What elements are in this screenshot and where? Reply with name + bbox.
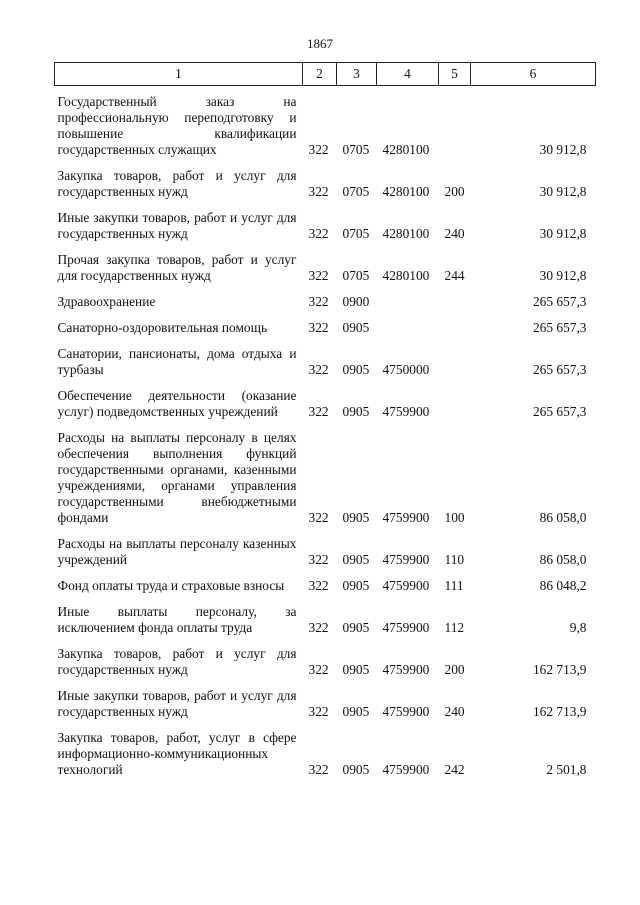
- row-amount-cell: 86 058,0: [539, 552, 587, 567]
- row-name-cell: Закупка товаров, работ и услуг для государственных нужд: [57, 646, 297, 677]
- row-admin-code-cell: 322: [308, 320, 329, 335]
- row-amount-cell: 86 058,0: [539, 510, 587, 525]
- table-row: [55, 420, 596, 526]
- row-admin-code-cell: 322: [308, 762, 329, 777]
- row-admin-code-cell: 322: [308, 662, 329, 677]
- row-name-cell: Санатории, пансионаты, дома отдыха и турбазы: [57, 346, 297, 377]
- page-number: 1867: [307, 36, 333, 51]
- table-row: [55, 720, 596, 778]
- row-name-cell: Иные закупки товаров, работ и услуг для государственных нужд: [57, 210, 297, 241]
- row-name-cell: Иные выплаты персоналу, за исключением фонда оплаты труда: [57, 604, 297, 635]
- row-target-code-cell: 4280100: [382, 226, 430, 241]
- row-name-cell: Закупка товаров, работ, услуг в сфере информационно-коммуникационных технологий: [57, 730, 297, 777]
- header-cell: 1: [55, 63, 303, 86]
- row-amount-cell: 30 912,8: [539, 142, 587, 157]
- row-section-code-cell: 0905: [342, 578, 370, 593]
- budget-table: [54, 62, 596, 778]
- row-admin-code-cell: 322: [308, 510, 329, 525]
- row-section-code-cell: 0905: [342, 320, 370, 335]
- row-section-code-cell: 0905: [342, 662, 370, 677]
- row-target-code-cell: 4759900: [382, 510, 430, 525]
- table-row: [55, 526, 596, 568]
- row-name-cell: Закупка товаров, работ и услуг для государственных нужд: [57, 168, 297, 199]
- row-target-code-cell: 4280100: [382, 184, 430, 199]
- row-admin-code-cell: 322: [308, 620, 329, 635]
- row-target-code-cell: 4759900: [382, 662, 430, 677]
- row-name-cell: Прочая закупка товаров, работ и услуг для государственных нужд: [57, 252, 297, 283]
- row-target-code-cell: 4759900: [382, 704, 430, 719]
- row-admin-code-cell: 322: [308, 226, 329, 241]
- table-row: [55, 594, 596, 636]
- header-cell: 5: [439, 63, 471, 86]
- row-target-code-cell: 4759900: [382, 762, 430, 777]
- row-expense-type-cell: 200: [444, 662, 465, 677]
- row-expense-type-cell: [439, 310, 471, 336]
- row-name-cell: Расходы на выплаты персоналу в целях обеспечения выполнения функций государственными органами, казенными учреждениями, органами управления государственными внебюджетными фондами: [57, 430, 297, 525]
- header-cell: 2: [303, 63, 337, 86]
- row-target-code-cell: [377, 284, 439, 310]
- row-section-code-cell: 0905: [342, 762, 370, 777]
- row-amount-cell: 9,8: [569, 620, 587, 635]
- row-target-code-cell: [377, 310, 439, 336]
- table-header-row: [55, 63, 596, 86]
- row-amount-cell: 265 657,3: [532, 294, 587, 309]
- row-section-code-cell: 0905: [342, 552, 370, 567]
- row-expense-type-cell: [439, 86, 471, 159]
- row-admin-code-cell: 322: [308, 578, 329, 593]
- row-expense-type-cell: 240: [444, 704, 465, 719]
- table-row: [55, 636, 596, 678]
- header-cell: 4: [377, 63, 439, 86]
- row-admin-code-cell: 322: [308, 704, 329, 719]
- table-row: [55, 284, 596, 310]
- row-admin-code-cell: 322: [308, 142, 329, 157]
- row-amount-cell: 265 657,3: [532, 362, 587, 377]
- table-row: [55, 568, 596, 594]
- row-section-code-cell: 0905: [342, 620, 370, 635]
- row-expense-type-cell: [439, 378, 471, 420]
- row-expense-type-cell: 100: [444, 510, 465, 525]
- row-name-cell: Обеспечение деятельности (оказание услуг) подведомственных учреждений: [57, 388, 297, 419]
- row-name-cell: Расходы на выплаты персоналу казенных учреждений: [57, 536, 297, 567]
- row-amount-cell: 265 657,3: [532, 320, 587, 335]
- row-name-cell: Иные закупки товаров, работ и услуг для государственных нужд: [57, 688, 297, 719]
- row-admin-code-cell: 322: [308, 362, 329, 377]
- row-section-code-cell: 0905: [342, 510, 370, 525]
- row-amount-cell: 2 501,8: [546, 762, 587, 777]
- table-row: [55, 378, 596, 420]
- row-target-code-cell: 4759900: [382, 552, 430, 567]
- row-amount-cell: 30 912,8: [539, 268, 587, 283]
- row-section-code-cell: 0705: [342, 184, 370, 199]
- row-expense-type-cell: [439, 336, 471, 378]
- table-row: [55, 310, 596, 336]
- row-expense-type-cell: 110: [444, 552, 465, 567]
- row-target-code-cell: 4280100: [382, 268, 430, 283]
- row-name-cell: Здравоохранение: [57, 294, 156, 309]
- row-expense-type-cell: 242: [444, 762, 465, 777]
- row-section-code-cell: 0705: [342, 268, 370, 283]
- row-target-code-cell: 4759900: [382, 620, 430, 635]
- table-row: [55, 336, 596, 378]
- table-row: [55, 242, 596, 284]
- table-body: [55, 86, 596, 779]
- row-target-code-cell: 4280100: [382, 142, 430, 157]
- row-amount-cell: 265 657,3: [532, 404, 587, 419]
- row-section-code-cell: 0705: [342, 142, 370, 157]
- row-expense-type-cell: 200: [444, 184, 465, 199]
- row-name-cell: Санаторно-оздоровительная помощь: [57, 320, 268, 335]
- row-section-code-cell: 0900: [342, 294, 370, 309]
- row-admin-code-cell: 322: [308, 184, 329, 199]
- row-target-code-cell: 4759900: [382, 404, 430, 419]
- row-expense-type-cell: 112: [444, 620, 465, 635]
- row-admin-code-cell: 322: [308, 552, 329, 567]
- header-cell: 6: [471, 63, 596, 86]
- row-target-code-cell: 4759900: [382, 578, 430, 593]
- table-row: [55, 678, 596, 720]
- row-section-code-cell: 0905: [342, 362, 370, 377]
- row-admin-code-cell: 322: [308, 268, 329, 283]
- table-row: [55, 86, 596, 159]
- row-target-code-cell: 4750000: [382, 362, 430, 377]
- row-expense-type-cell: 111: [444, 578, 464, 593]
- row-section-code-cell: 0905: [342, 404, 370, 419]
- row-expense-type-cell: 244: [444, 268, 465, 283]
- row-expense-type-cell: 240: [444, 226, 465, 241]
- row-amount-cell: 162 713,9: [532, 704, 587, 719]
- table-row: [55, 200, 596, 242]
- row-amount-cell: 86 048,2: [539, 578, 587, 593]
- table-row: [55, 158, 596, 200]
- row-amount-cell: 30 912,8: [539, 226, 587, 241]
- header-cell: 3: [337, 63, 377, 86]
- row-expense-type-cell: [439, 284, 471, 310]
- row-amount-cell: 30 912,8: [539, 184, 587, 199]
- row-admin-code-cell: 322: [308, 294, 329, 309]
- row-section-code-cell: 0905: [342, 704, 370, 719]
- row-amount-cell: 162 713,9: [532, 662, 587, 677]
- row-name-cell: Фонд оплаты труда и страховые взносы: [57, 578, 285, 593]
- row-admin-code-cell: 322: [308, 404, 329, 419]
- row-name-cell: Государственный заказ на профессиональную переподготовку и повышение квалификации государственных служащих: [57, 94, 297, 157]
- row-section-code-cell: 0705: [342, 226, 370, 241]
